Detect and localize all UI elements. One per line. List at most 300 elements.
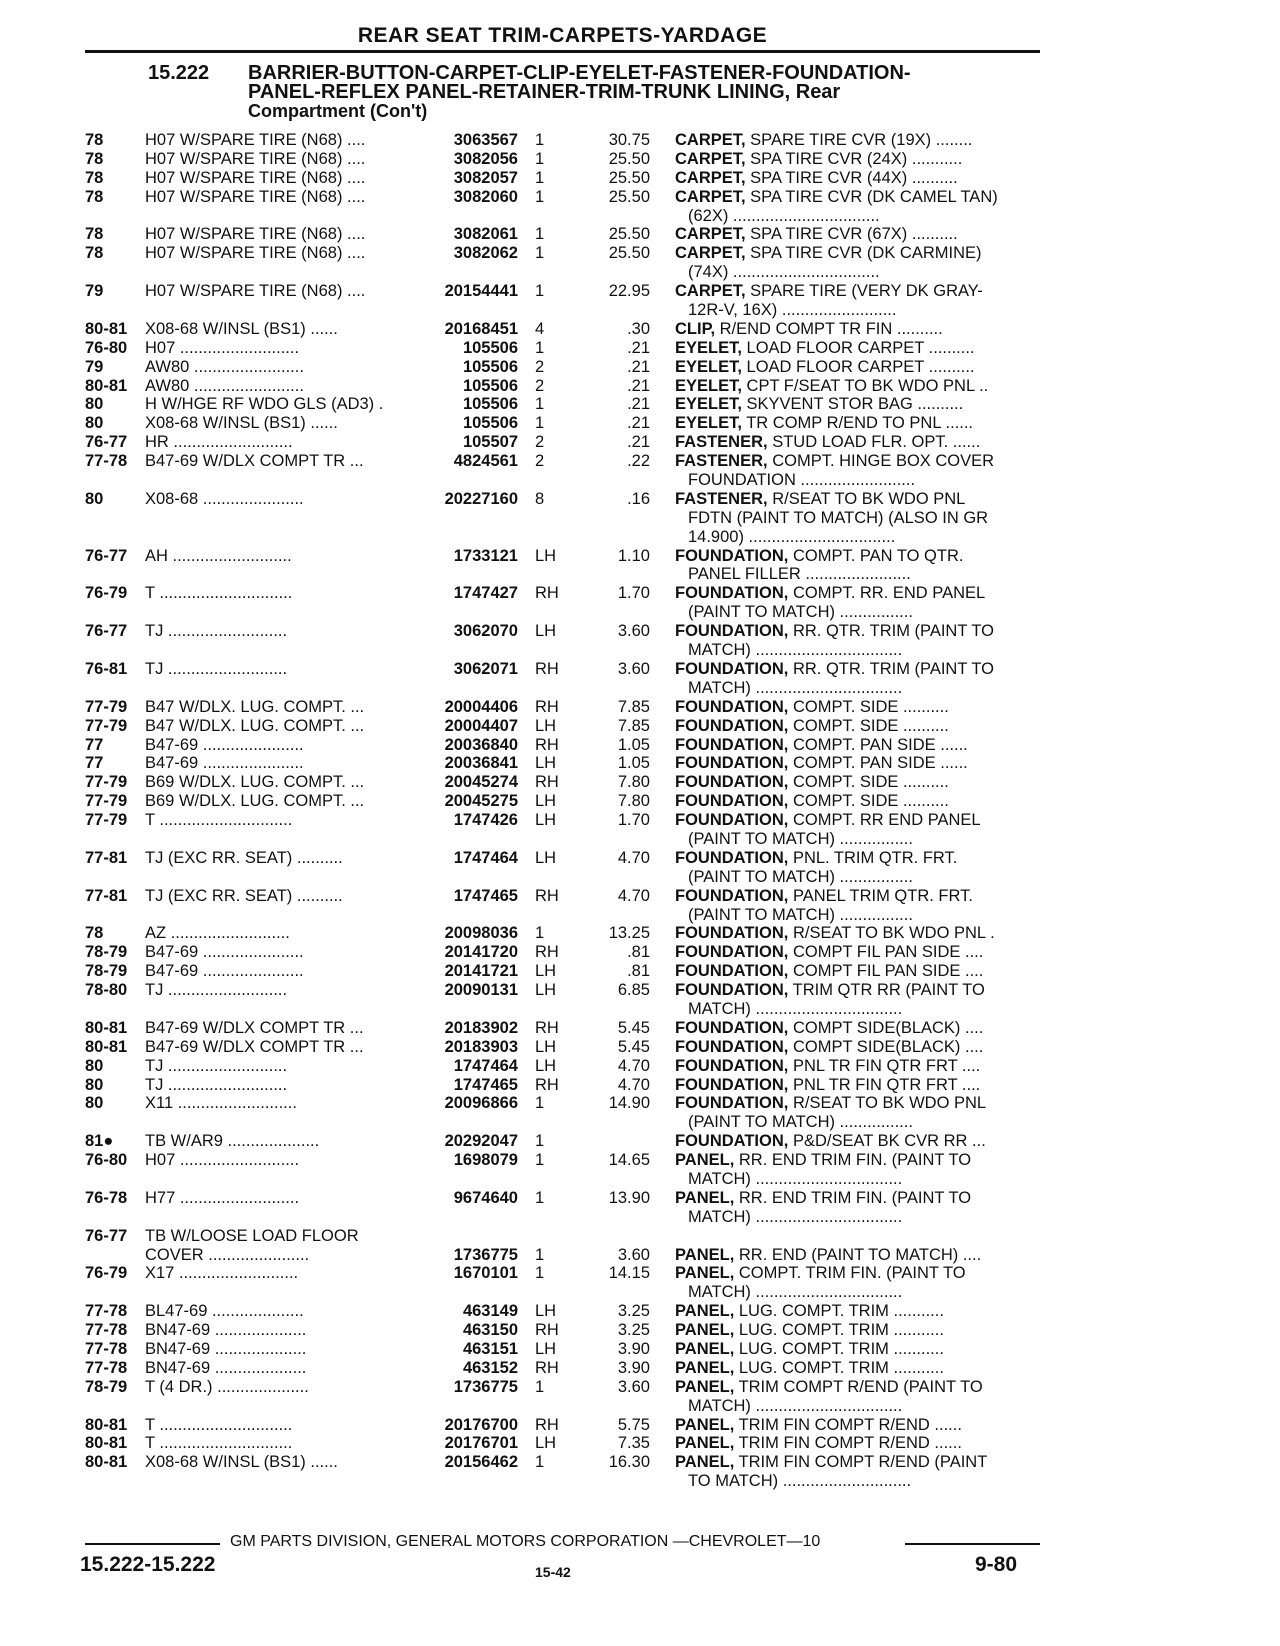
price: 7.80 bbox=[617, 773, 650, 792]
description-continuation: MATCH) ................................ bbox=[688, 641, 903, 660]
description-keyword: FOUNDATION, bbox=[675, 1132, 789, 1151]
quantity: 1 bbox=[535, 225, 545, 244]
description-keyword: FOUNDATION, bbox=[675, 546, 789, 565]
description bbox=[675, 339, 1035, 358]
list-item bbox=[0, 490, 1280, 509]
list-item bbox=[0, 1151, 1280, 1170]
list-item-continuation bbox=[0, 263, 1280, 282]
model-usage: T ............................. bbox=[145, 811, 293, 830]
quantity: LH bbox=[535, 622, 557, 641]
description-keyword: PANEL, bbox=[675, 1377, 735, 1396]
section-number: 15.222 bbox=[148, 62, 210, 84]
price: 14.90 bbox=[608, 1094, 650, 1113]
part-number: 3082061 bbox=[453, 225, 518, 244]
model-usage: B47-69 ...................... bbox=[145, 943, 304, 962]
quantity: 1 bbox=[535, 1188, 545, 1207]
part-number: 1747465 bbox=[453, 886, 518, 905]
list-item-continuation bbox=[0, 509, 1280, 528]
year-range: 76-80 bbox=[85, 338, 128, 357]
year-range: 78 bbox=[85, 187, 104, 206]
price: 3.60 bbox=[617, 622, 650, 641]
part-number: 1747465 bbox=[453, 1075, 518, 1094]
year-range: 78-80 bbox=[85, 981, 128, 1000]
description-keyword: FOUNDATION, bbox=[675, 1018, 789, 1037]
description-keyword: PANEL, bbox=[675, 1188, 735, 1207]
quantity: LH bbox=[535, 546, 557, 565]
list-item bbox=[0, 622, 1280, 641]
list-item bbox=[0, 811, 1280, 830]
description-text: RR. END TRIM FIN. (PAINT TO bbox=[734, 1188, 972, 1207]
part-number: 3082060 bbox=[453, 187, 518, 206]
quantity: 1 bbox=[535, 131, 545, 149]
description-keyword: PANEL, bbox=[675, 1358, 735, 1377]
quantity: 2 bbox=[535, 357, 545, 376]
list-item bbox=[0, 358, 1280, 377]
part-number: 463151 bbox=[462, 1340, 518, 1358]
description-keyword: FOUNDATION, bbox=[675, 1094, 789, 1113]
description bbox=[675, 792, 1035, 811]
price: 3.60 bbox=[617, 1377, 650, 1396]
price: 14.15 bbox=[608, 1264, 650, 1283]
description-keyword: CARPET, bbox=[675, 244, 746, 263]
price: 4.70 bbox=[617, 1056, 650, 1075]
description bbox=[675, 698, 1035, 717]
model-usage: X17 .......................... bbox=[145, 1264, 299, 1283]
list-item bbox=[0, 1038, 1280, 1057]
list-item bbox=[0, 849, 1280, 868]
description-text: TRIM FIN COMPT R/END ...... bbox=[734, 1434, 962, 1453]
description-continuation: (PAINT TO MATCH) ................ bbox=[688, 1113, 913, 1132]
part-number: 105506 bbox=[462, 414, 518, 433]
model-usage: BN47-69 .................... bbox=[145, 1321, 307, 1340]
list-item bbox=[0, 1264, 1280, 1283]
description-text: COMPT. SIDE .......... bbox=[788, 773, 949, 792]
description-keyword: EYELET, bbox=[675, 376, 742, 395]
description-keyword: EYELET, bbox=[675, 414, 742, 433]
list-item bbox=[0, 282, 1280, 301]
list-item bbox=[0, 1246, 1280, 1265]
description-text: CPT F/SEAT TO BK WDO PNL .. bbox=[741, 376, 989, 395]
description bbox=[675, 717, 1035, 736]
description bbox=[675, 169, 1035, 188]
description-text: R/SEAT TO BK WDO PNL . bbox=[788, 924, 995, 943]
list-item bbox=[0, 962, 1280, 981]
description-keyword: FOUNDATION, bbox=[675, 848, 789, 867]
description-text: RR. END TRIM FIN. (PAINT TO bbox=[734, 1151, 972, 1170]
price: .16 bbox=[627, 489, 650, 508]
description-keyword: CARPET, bbox=[675, 131, 746, 149]
list-item bbox=[0, 1359, 1280, 1378]
list-item bbox=[0, 754, 1280, 773]
price: 7.80 bbox=[617, 792, 650, 811]
model-usage: X08-68 W/INSL (BS1) ...... bbox=[145, 414, 338, 433]
price: .21 bbox=[627, 433, 650, 452]
part-number: 20004407 bbox=[444, 716, 518, 735]
description-text: COMPT. RR END PANEL bbox=[788, 811, 981, 830]
part-number: 1670101 bbox=[453, 1264, 518, 1283]
part-number: 105506 bbox=[462, 338, 518, 357]
description-keyword: FASTENER, bbox=[675, 452, 768, 471]
parts-list bbox=[0, 131, 1280, 1491]
description bbox=[675, 584, 1035, 603]
description-continuation: FDTN (PAINT TO MATCH) (ALSO IN GR bbox=[688, 508, 989, 527]
description-text: P&D/SEAT BK CVR RR ... bbox=[788, 1132, 986, 1151]
description-keyword: FOUNDATION, bbox=[675, 924, 789, 943]
quantity: RH bbox=[535, 697, 559, 716]
quantity: RH bbox=[535, 1358, 559, 1377]
description-text: SPARE TIRE CVR (19X) ........ bbox=[745, 131, 973, 149]
list-item-continuation bbox=[0, 679, 1280, 698]
description-text: LUG. COMPT. TRIM ........... bbox=[734, 1302, 944, 1321]
description-keyword: FOUNDATION, bbox=[675, 792, 789, 811]
quantity: 1 bbox=[535, 1264, 545, 1283]
price: 3.90 bbox=[617, 1358, 650, 1377]
year-range: 78-79 bbox=[85, 1377, 128, 1396]
description-keyword: FOUNDATION, bbox=[675, 754, 789, 773]
description-keyword: CARPET, bbox=[675, 225, 746, 244]
year-range: 76-77 bbox=[85, 546, 128, 565]
part-number: 20096866 bbox=[444, 1094, 518, 1113]
description bbox=[675, 452, 1035, 471]
model-usage: X08-68 W/INSL (BS1) ...... bbox=[145, 1453, 338, 1472]
list-item bbox=[0, 320, 1280, 339]
part-number: 20004406 bbox=[444, 697, 518, 716]
model-usage: H07 .......................... bbox=[145, 1151, 300, 1170]
year-range: 78 bbox=[85, 168, 104, 187]
price: 25.50 bbox=[608, 168, 650, 187]
description-text: PANEL TRIM QTR. FRT. bbox=[788, 886, 973, 905]
description-text: LUG. COMPT. TRIM ........... bbox=[734, 1358, 944, 1377]
description bbox=[675, 943, 1035, 962]
description-continuation: (74X) ................................ bbox=[688, 263, 880, 282]
description-continuation: (PAINT TO MATCH) ................ bbox=[688, 867, 913, 886]
year-range: 80-81 bbox=[85, 376, 128, 395]
model-usage: H07 W/SPARE TIRE (N68) .... bbox=[145, 187, 366, 206]
price: .21 bbox=[627, 376, 650, 395]
list-item bbox=[0, 433, 1280, 452]
description bbox=[675, 150, 1035, 169]
part-number: 1733121 bbox=[453, 546, 518, 565]
model-usage: X11 .......................... bbox=[145, 1094, 297, 1113]
price: 22.95 bbox=[608, 282, 650, 301]
description-keyword: PANEL, bbox=[675, 1302, 735, 1321]
quantity: 1 bbox=[535, 1453, 545, 1472]
model-usage: B47-69 ...................... bbox=[145, 754, 304, 773]
year-range: 77-78 bbox=[85, 1321, 128, 1340]
quantity: LH bbox=[535, 754, 557, 773]
description-text: COMPT. SIDE .......... bbox=[788, 697, 949, 716]
model-usage: AW80 ........................ bbox=[145, 376, 304, 395]
year-range: 78-79 bbox=[85, 962, 128, 981]
description-continuation: (PAINT TO MATCH) ................ bbox=[688, 829, 913, 848]
description bbox=[675, 414, 1035, 433]
part-number: 20154441 bbox=[444, 282, 518, 301]
footer-section-range: 15.222-15.222 bbox=[80, 1553, 216, 1576]
description-keyword: CARPET, bbox=[675, 187, 746, 206]
price: 7.35 bbox=[617, 1434, 650, 1453]
quantity: LH bbox=[535, 811, 557, 830]
description bbox=[675, 736, 1035, 755]
part-number: 1747464 bbox=[453, 848, 518, 867]
list-item-continuation bbox=[0, 1208, 1280, 1227]
list-item-continuation bbox=[0, 603, 1280, 622]
description bbox=[675, 1378, 1035, 1397]
description-text: PNL TR FIN QTR FRT .... bbox=[788, 1075, 981, 1094]
price: 16.30 bbox=[608, 1453, 650, 1472]
description-keyword: FOUNDATION, bbox=[675, 811, 789, 830]
description-text: SPA TIRE CVR (44X) .......... bbox=[745, 168, 958, 187]
description bbox=[675, 1416, 1035, 1435]
model-usage: T (4 DR.) .................... bbox=[145, 1377, 309, 1396]
year-range: 78 bbox=[85, 131, 104, 149]
year-range: 76-77 bbox=[85, 433, 128, 452]
quantity: 1 bbox=[535, 1377, 545, 1396]
year-range: 81● bbox=[85, 1132, 114, 1151]
year-range: 80 bbox=[85, 1094, 104, 1113]
list-item-continuation bbox=[0, 1472, 1280, 1491]
description-keyword: FOUNDATION, bbox=[675, 886, 789, 905]
year-range: 76-78 bbox=[85, 1188, 128, 1207]
description-continuation: TO MATCH) ............................ bbox=[688, 1472, 912, 1491]
description-keyword: FASTENER, bbox=[675, 433, 768, 452]
quantity: 1 bbox=[535, 187, 545, 206]
section-title-line: Compartment (Con't) bbox=[248, 101, 428, 121]
list-item bbox=[0, 452, 1280, 471]
model-usage: AZ .......................... bbox=[145, 924, 290, 943]
part-number: 105506 bbox=[462, 376, 518, 395]
description-keyword: EYELET, bbox=[675, 338, 742, 357]
model-usage: H07 W/SPARE TIRE (N68) .... bbox=[145, 282, 366, 301]
list-item bbox=[0, 1340, 1280, 1359]
year-range: 78 bbox=[85, 149, 104, 168]
part-number: 463149 bbox=[462, 1302, 518, 1321]
list-item bbox=[0, 981, 1280, 1000]
price: 6.85 bbox=[617, 981, 650, 1000]
model-usage: HR .......................... bbox=[145, 433, 293, 452]
list-item-continuation bbox=[0, 471, 1280, 490]
quantity: LH bbox=[535, 792, 557, 811]
price: 30.75 bbox=[608, 131, 650, 149]
price: 25.50 bbox=[608, 149, 650, 168]
price: 1.05 bbox=[617, 754, 650, 773]
description-text: PNL TR FIN QTR FRT .... bbox=[788, 1056, 981, 1075]
part-number: 3082062 bbox=[453, 244, 518, 263]
quantity: LH bbox=[535, 981, 557, 1000]
list-item bbox=[0, 736, 1280, 755]
list-item bbox=[0, 943, 1280, 962]
list-item-continuation bbox=[0, 1113, 1280, 1132]
quantity: LH bbox=[535, 1056, 557, 1075]
description bbox=[675, 924, 1035, 943]
price: 4.70 bbox=[617, 848, 650, 867]
description-keyword: PANEL, bbox=[675, 1245, 735, 1264]
list-item-continuation bbox=[0, 1397, 1280, 1416]
description-keyword: EYELET, bbox=[675, 357, 742, 376]
description bbox=[675, 1434, 1035, 1453]
model-usage: TB W/LOOSE LOAD FLOOR bbox=[145, 1226, 359, 1245]
price: 3.60 bbox=[617, 1245, 650, 1264]
list-item bbox=[0, 584, 1280, 603]
part-number: 20156462 bbox=[444, 1453, 518, 1472]
description-continuation: MATCH) ................................ bbox=[688, 1169, 903, 1188]
year-range: 78 bbox=[85, 244, 104, 263]
list-item bbox=[0, 225, 1280, 244]
description-text: STUD LOAD FLR. OPT. ...... bbox=[767, 433, 981, 452]
list-item bbox=[0, 660, 1280, 679]
year-range: 76-77 bbox=[85, 622, 128, 641]
description-keyword: FOUNDATION, bbox=[675, 773, 789, 792]
list-item bbox=[0, 698, 1280, 717]
quantity: 1 bbox=[535, 1094, 545, 1113]
description bbox=[675, 1151, 1035, 1170]
description-text: SPA TIRE CVR (24X) ........... bbox=[745, 149, 963, 168]
part-number: 105507 bbox=[462, 433, 518, 452]
price: 3.90 bbox=[617, 1340, 650, 1358]
description bbox=[675, 1340, 1035, 1359]
price: 1.70 bbox=[617, 584, 650, 603]
list-item bbox=[0, 1453, 1280, 1472]
list-item bbox=[0, 1189, 1280, 1208]
quantity: RH bbox=[535, 735, 559, 754]
list-item bbox=[0, 150, 1280, 169]
model-usage: TJ (EXC RR. SEAT) .......... bbox=[145, 848, 343, 867]
part-number: 20227160 bbox=[444, 489, 518, 508]
description-continuation: PANEL FILLER ....................... bbox=[688, 565, 911, 584]
year-range: 77-79 bbox=[85, 697, 128, 716]
year-range: 80 bbox=[85, 1075, 104, 1094]
part-number: 3063567 bbox=[453, 131, 518, 149]
description-keyword: FOUNDATION, bbox=[675, 1037, 789, 1056]
description-keyword: FOUNDATION, bbox=[675, 735, 789, 754]
description-keyword: CARPET, bbox=[675, 282, 746, 301]
list-item-continuation bbox=[0, 1170, 1280, 1189]
description bbox=[675, 490, 1035, 509]
description-text: SKYVENT STOR BAG .......... bbox=[741, 395, 964, 414]
description bbox=[675, 754, 1035, 773]
description bbox=[675, 377, 1035, 396]
section-title-line: BARRIER-BUTTON-CARPET-CLIP-EYELET-FASTENER-FOUNDATION- bbox=[248, 62, 911, 84]
model-usage: T ............................. bbox=[145, 584, 293, 603]
part-number: 1736775 bbox=[453, 1377, 518, 1396]
quantity: 1 bbox=[535, 244, 545, 263]
list-item bbox=[0, 717, 1280, 736]
description bbox=[675, 1246, 1035, 1265]
description bbox=[675, 1038, 1035, 1057]
description-text: COMPT. SIDE .......... bbox=[788, 716, 949, 735]
description bbox=[675, 660, 1035, 679]
part-number: 20141720 bbox=[444, 943, 518, 962]
model-usage: H07 W/SPARE TIRE (N68) .... bbox=[145, 149, 366, 168]
model-usage: H07 .......................... bbox=[145, 338, 300, 357]
list-item bbox=[0, 1019, 1280, 1038]
page-header: REAR SEAT TRIM-CARPETS-YARDAGE bbox=[357, 24, 768, 47]
part-number: 20183902 bbox=[444, 1018, 518, 1037]
list-item bbox=[0, 1434, 1280, 1453]
part-number: 463152 bbox=[462, 1358, 518, 1377]
part-number: 20141721 bbox=[444, 962, 518, 981]
description-text: LOAD FLOOR CARPET .......... bbox=[741, 338, 975, 357]
description-keyword: FOUNDATION, bbox=[675, 962, 789, 981]
year-range: 77-79 bbox=[85, 716, 128, 735]
year-range: 80-81 bbox=[85, 1453, 128, 1472]
description-keyword: PANEL, bbox=[675, 1434, 735, 1453]
description-text: LOAD FLOOR CARPET .......... bbox=[741, 357, 975, 376]
description bbox=[675, 244, 1035, 263]
description-keyword: FOUNDATION, bbox=[675, 622, 789, 641]
quantity: LH bbox=[535, 1340, 557, 1358]
quantity: 1 bbox=[535, 282, 545, 301]
quantity: RH bbox=[535, 659, 559, 678]
description-keyword: EYELET, bbox=[675, 395, 742, 414]
list-item bbox=[0, 131, 1280, 150]
description-text: COMPT. PAN TO QTR. bbox=[788, 546, 964, 565]
price: 25.50 bbox=[608, 225, 650, 244]
model-usage: TJ (EXC RR. SEAT) .......... bbox=[145, 886, 343, 905]
description bbox=[675, 1019, 1035, 1038]
part-number: 1747426 bbox=[453, 811, 518, 830]
model-usage: H77 .......................... bbox=[145, 1188, 300, 1207]
price: 1.70 bbox=[617, 811, 650, 830]
description bbox=[675, 131, 1035, 150]
model-usage: H07 W/SPARE TIRE (N68) .... bbox=[145, 168, 366, 187]
year-range: 80 bbox=[85, 414, 104, 433]
quantity: 8 bbox=[535, 489, 545, 508]
description-keyword: PANEL, bbox=[675, 1415, 735, 1434]
price: 4.70 bbox=[617, 886, 650, 905]
price: 14.65 bbox=[608, 1151, 650, 1170]
description-text: SPA TIRE CVR (67X) .......... bbox=[745, 225, 958, 244]
model-usage: H07 W/SPARE TIRE (N68) .... bbox=[145, 131, 366, 149]
description-text: TRIM COMPT R/END (PAINT TO bbox=[734, 1377, 983, 1396]
description-text: COMPT SIDE(BLACK) .... bbox=[788, 1018, 984, 1037]
description bbox=[675, 1453, 1035, 1472]
year-range: 77-78 bbox=[85, 452, 128, 471]
description-keyword: FOUNDATION, bbox=[675, 1075, 789, 1094]
list-item bbox=[0, 773, 1280, 792]
part-number: 105506 bbox=[462, 395, 518, 414]
year-range: 79 bbox=[85, 357, 104, 376]
part-number: 20168451 bbox=[444, 319, 518, 338]
model-usage: B47-69 W/DLX COMPT TR ... bbox=[145, 1018, 364, 1037]
model-usage: X08-68 W/INSL (BS1) ...... bbox=[145, 319, 338, 338]
price: 3.25 bbox=[617, 1302, 650, 1321]
part-number: 9674640 bbox=[453, 1188, 518, 1207]
quantity: 1 bbox=[535, 395, 545, 414]
model-usage: AH .......................... bbox=[145, 546, 292, 565]
list-item-continuation bbox=[0, 641, 1280, 660]
quantity: RH bbox=[535, 773, 559, 792]
list-item-continuation bbox=[0, 830, 1280, 849]
description-keyword: CARPET, bbox=[675, 168, 746, 187]
part-number: 1736775 bbox=[453, 1245, 518, 1264]
description-text: COMPT. HINGE BOX COVER bbox=[767, 452, 995, 471]
description-text: SPA TIRE CVR (DK CAMEL TAN) bbox=[745, 187, 998, 206]
price: 7.85 bbox=[617, 697, 650, 716]
footer-rule bbox=[85, 1543, 220, 1545]
price: 5.45 bbox=[617, 1018, 650, 1037]
price: 25.50 bbox=[608, 244, 650, 263]
description-continuation: MATCH) ................................ bbox=[688, 1396, 903, 1415]
list-item bbox=[0, 395, 1280, 414]
model-usage: B47 W/DLX. LUG. COMPT. ... bbox=[145, 697, 365, 716]
description bbox=[675, 320, 1035, 339]
quantity: 1 bbox=[535, 1245, 545, 1264]
model-usage: TB W/AR9 .................... bbox=[145, 1132, 320, 1151]
description bbox=[675, 225, 1035, 244]
year-range: 76-77 bbox=[85, 1226, 128, 1245]
year-range: 77 bbox=[85, 754, 104, 773]
description-keyword: FOUNDATION, bbox=[675, 697, 789, 716]
